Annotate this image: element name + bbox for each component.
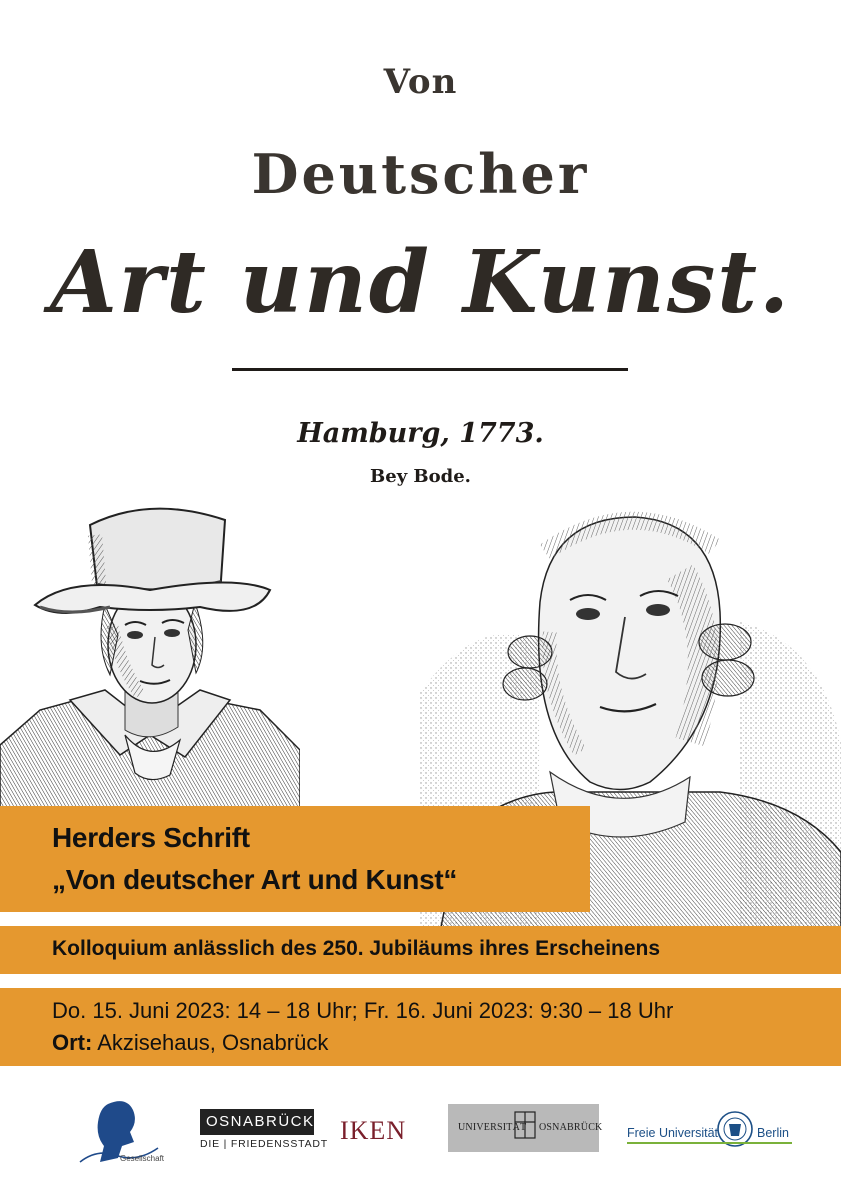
event-dates: Do. 15. Juni 2023: 14 – 18 Uhr; Fr. 16. Juni 2023: 9:30 – 18 Uhr [52,998,674,1023]
fu-berlin-underline [627,1142,792,1144]
fu-berlin-logo-right: Berlin [757,1126,789,1140]
title-page-city-year: Hamburg, 1773. [297,418,544,449]
iken-logo: IKEN [340,1116,407,1145]
fu-berlin-logo-left: Freie Universität [627,1126,718,1140]
venue-label: Ort: [52,1030,93,1055]
uni-logo-right-text: OSNABRÜCK [539,1122,603,1133]
moeser-subtitle: Gesellschaft [120,1154,165,1163]
event-subtitle: Kolloquium anlässlich des 250. Jubiläums ihres Erscheinens [52,937,661,960]
title-page-printer: Bey Bode. [370,466,471,487]
uni-emblem-icon [513,1110,537,1140]
portrait-goethe-image [0,495,300,810]
title-page-art-und-kunst: Art und Kunst. [50,232,791,333]
venue-name: Akzisehaus, Osnabrück [92,1030,329,1055]
event-title-line1: Herders Schrift [52,822,250,853]
title-page-deutscher: Deutscher [251,142,590,206]
event-title-line2: „Von deutscher Art und Kunst“ [52,864,458,895]
title-page-rule [232,368,628,371]
osnabrueck-logo: OSNABRÜCK® [200,1109,314,1135]
uni-logo-left-text: UNIVERSITÄT [458,1122,527,1133]
osnabrueck-subtitle: DIE | FRIEDENSSTADT [200,1138,328,1150]
event-venue [52,1030,328,1056]
title-page-von: Von [383,62,458,102]
